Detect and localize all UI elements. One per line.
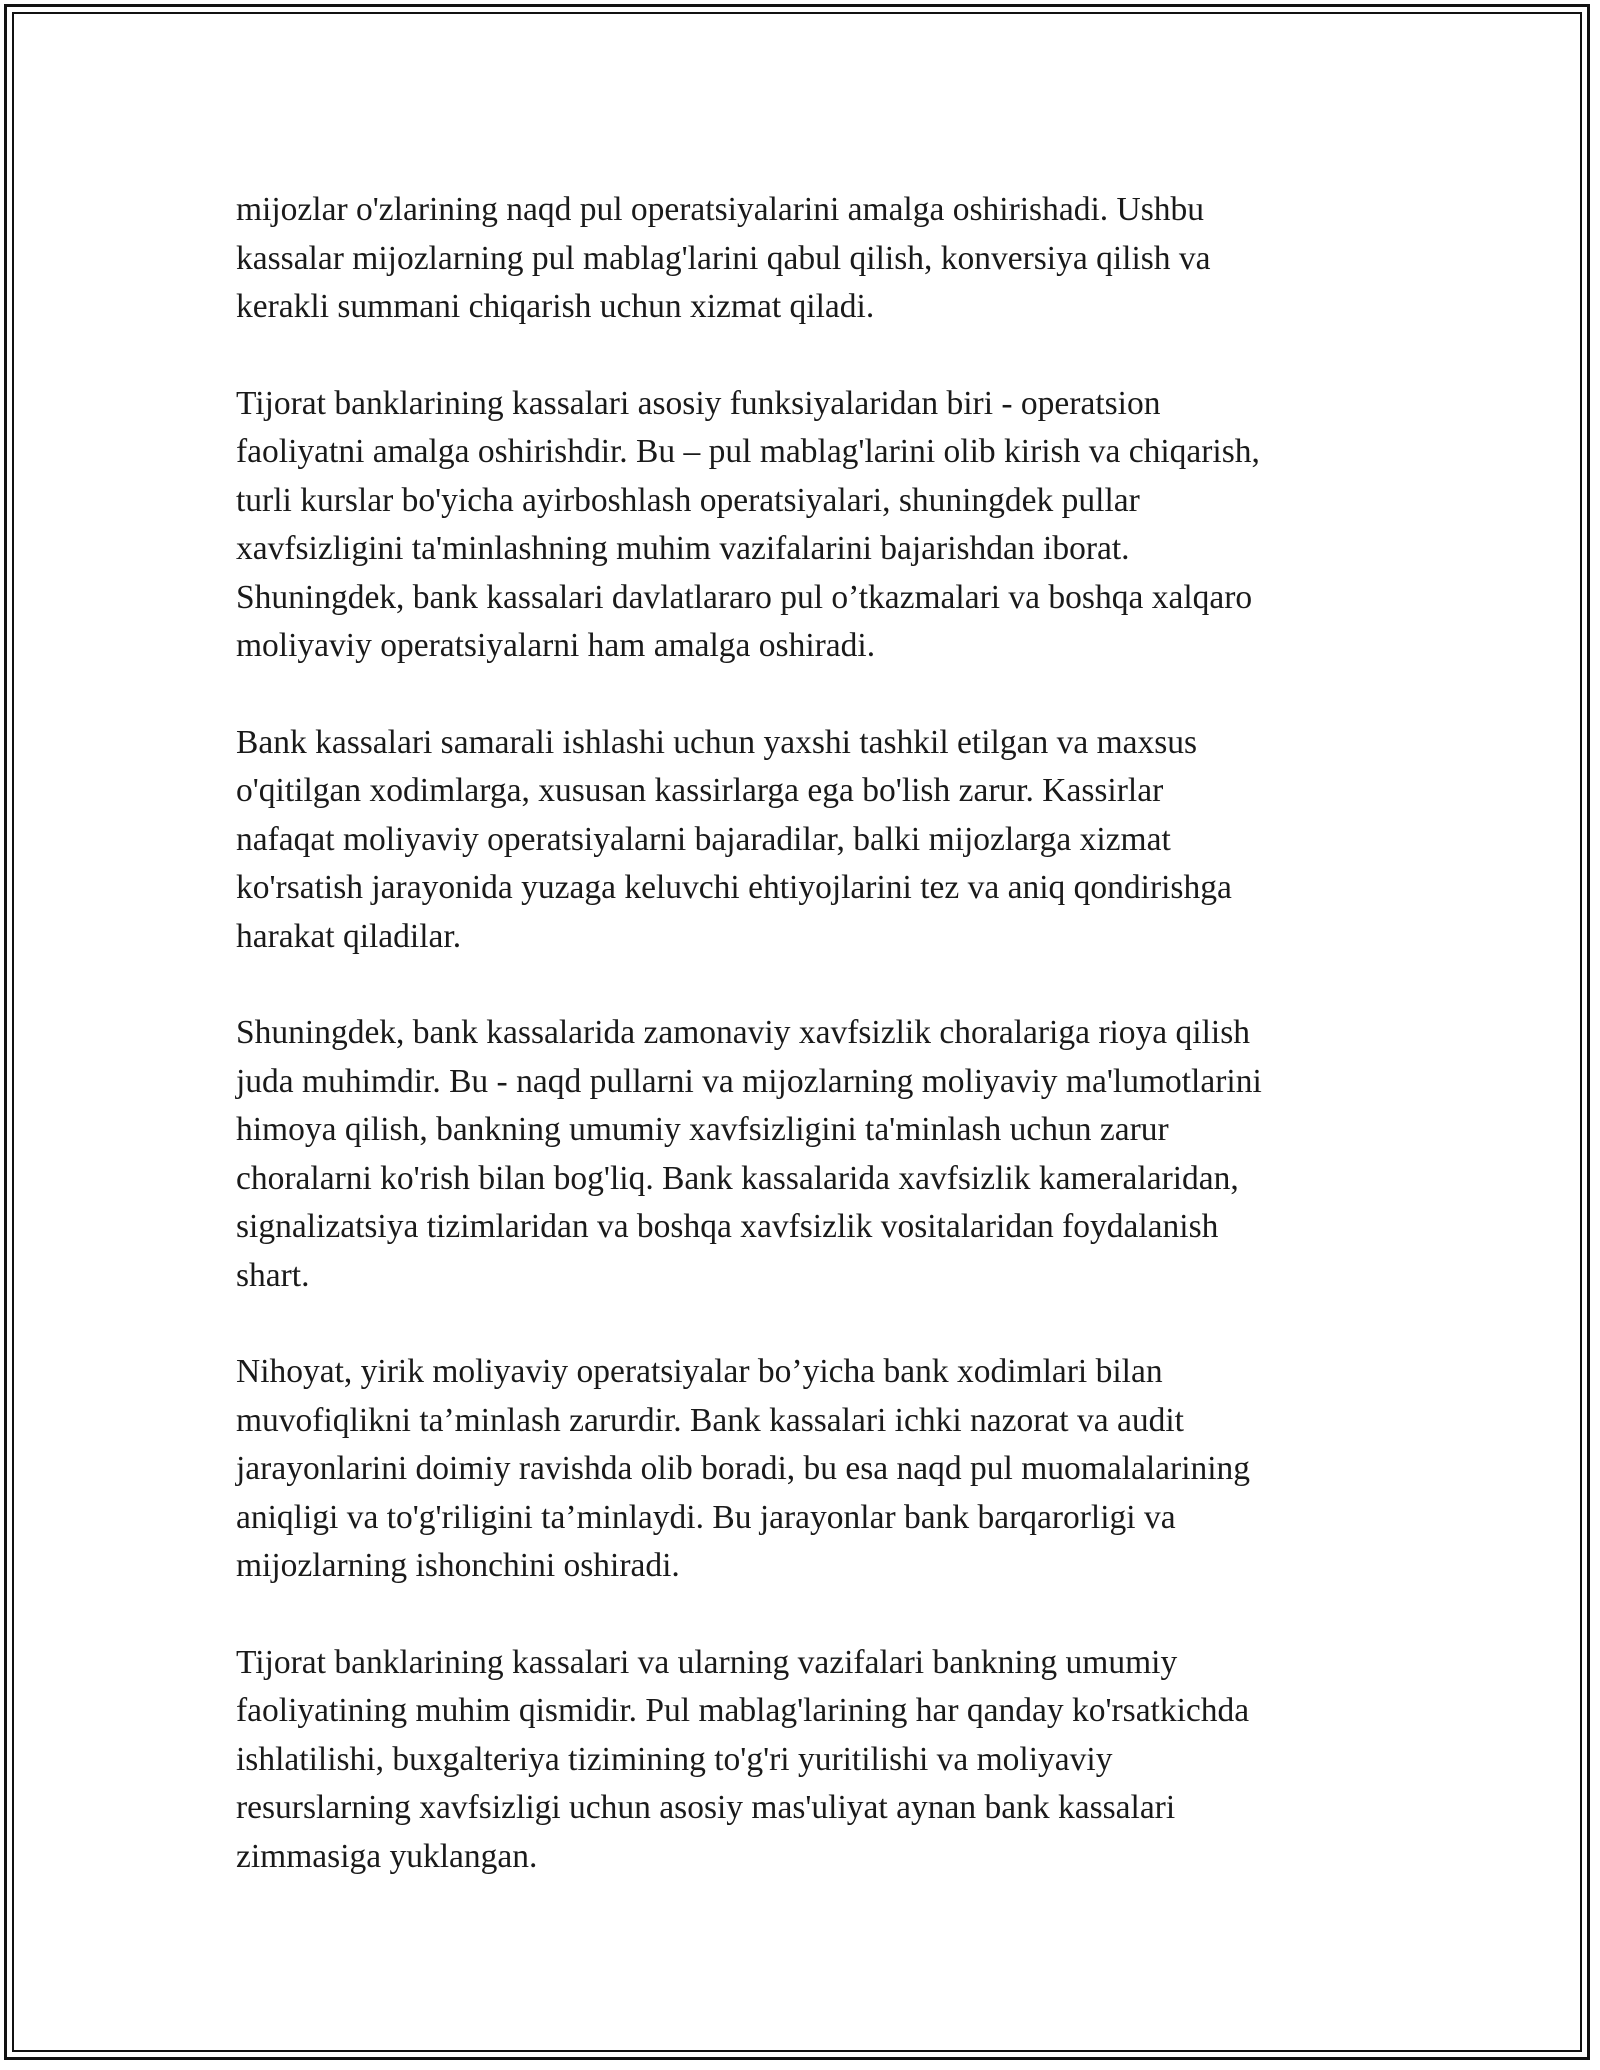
paragraph-2: Tijorat banklarining kassalari asosiy funksiyalaridan biri - operatsion faoliyatni amalga oshirishdir. Bu – pul mablag'larini olib kirish va chiqarish, turli kurslar bo'yicha ayirboshlash operatsiyalari, shuningdek pullar xavfsizligini ta'minlashning muhim vazifalarini bajarishdan iborat. Shuningdek, bank kassalari davlatlararo pul o’tkazmalari va boshqa xalqaro moliyaviy operatsiyalarni ham amalga oshiradi. [236, 384, 1260, 664]
paragraph-5: Nihoyat, yirik moliyaviy operatsiyalar bo’yicha bank xodimlari bilan muvofiqlikni ta’minlash zarurdir. Bank kassalari ichki nazorat va audit jarayonlarini doimiy ravishda olib boradi, bu esa naqd pul muomalalarining aniqligi va to'g'riligini ta’minlaydi. Bu jarayonlar bank barqarorligi va mijozlarning ishonchini oshiradi. [236, 1353, 1251, 1584]
paragraph-1: mijozlar o'zlarining naqd pul operatsiyalarini amalga oshirishadi. Ushbu kassalar mijozlarning pul mablag'larini qabul qilish, konversiya qilish va kerakli summani chiqarish uchun xizmat qiladi. [236, 191, 1211, 325]
paragraph-4: Shuningdek, bank kassalarida zamonaviy xavfsizlik choralariga rioya qilish juda muhimdir. Bu - naqd pullarni va mijozlarning moliyaviy ma'lumotlarini himoya qilish, bankning umumiy xavfsizligini ta'minlash uchun zarur choralarni ko'rish bilan bog'liq. Bank kassalarida xavfsizlik kameralaridan, signalizatsiya tizimlaridan va boshqa xavfsizlik vositalaridan foydalanish shart. [236, 1014, 1262, 1294]
paragraph-6: Tijorat banklarining kassalari va ularning vazifalari bankning umumiy faoliyatining muhim qismidir. Pul mablag'larining har qanday ko'rsatkichda ishlatilishi, buxgalteriya tizimining to'g'ri yuritilishi va moliyaviy resurslarning xavfsizligi uchun asosiy mas'uliyat aynan bank kassalari zimmasiga yuklangan. [236, 1643, 1250, 1875]
document-body [236, 186, 1366, 1929]
paragraph-3: Bank kassalari samarali ishlashi uchun yaxshi tashkil etilgan va maxsus o'qitilgan xodimlarga, xususan kassirlarga ega bo'lish zarur. Kassirlar nafaqat moliyaviy operatsiyalarni bajaradilar, balki mijozlarga xizmat ko'rsatish jarayonida yuzaga keluvchi ehtiyojlarini tez va aniq qondirishga harakat qiladilar. [236, 723, 1232, 955]
